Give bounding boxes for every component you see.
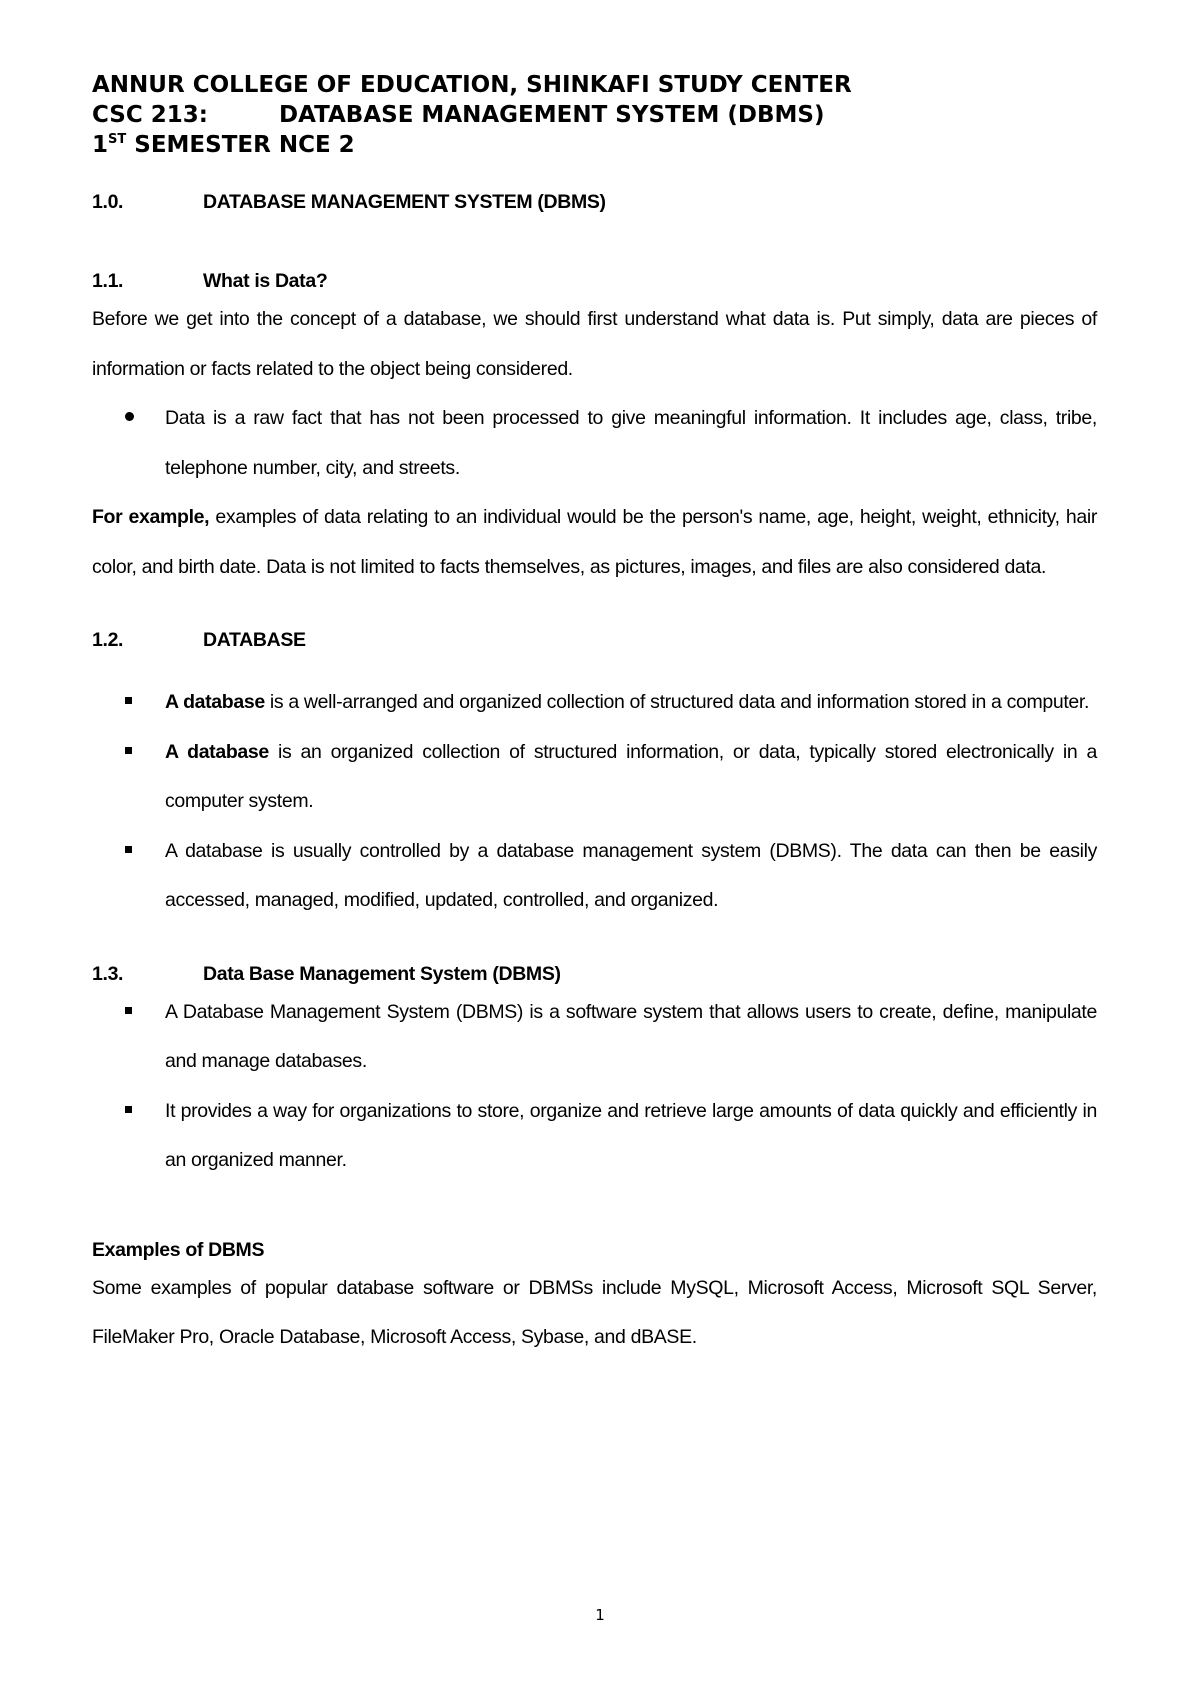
- list-item-text: Data is a raw fact that has not been processed to give meaningful information. It includes age, class, tribe, telephone number, city, and streets.: [165, 407, 1097, 479]
- bullet-square-icon: [125, 728, 132, 778]
- page-number: 1: [595, 1606, 605, 1624]
- data-example-paragraph: [92, 493, 1097, 592]
- list-item: [92, 728, 1097, 827]
- list-item-text: is a well-arranged and organized collection of structured data and information stored in a computer.: [264, 691, 1090, 713]
- bullet-square-icon: [125, 827, 132, 877]
- list-item-text: A Database Management System (DBMS) is a software system that allows users to create, define, manipulate and manage databases.: [165, 1000, 1097, 1072]
- section-title: DATABASE MANAGEMENT SYSTEM (DBMS): [203, 191, 606, 213]
- list-item-lead: A database: [165, 740, 269, 763]
- semester-number: 1: [92, 132, 109, 158]
- semester-superscript: ST: [108, 132, 127, 147]
- list-item: [92, 988, 1097, 1087]
- list-item-text: A database is usually controlled by a database management system (DBMS). The data can then be easily accessed, managed, modified, updated, controlled, and organized.: [165, 839, 1097, 911]
- course-line: [92, 100, 1092, 130]
- document-body: [92, 188, 1097, 1363]
- section-number: 1.0.: [92, 191, 124, 213]
- section-title: Data Base Management System (DBMS): [203, 962, 561, 985]
- list-item-text: is an organized collection of structured information, or data, typically stored electronically in a computer system.: [165, 740, 1097, 812]
- list-item: [92, 394, 1097, 493]
- example-lead: For example,: [92, 506, 210, 528]
- example-text: examples of data relating to an individual would be the person's name, age, height, weight, ethnicity, hair color, and birth date. Data is not limited to facts themselves, as pictures, images, and files are also considered data.: [92, 506, 1097, 578]
- database-bullet-list: [92, 678, 1097, 926]
- course-code: CSC 213:: [92, 102, 208, 128]
- list-item-lead: A database: [165, 691, 265, 713]
- section-number: 1.1.: [92, 270, 124, 292]
- section-number: 1.3.: [92, 962, 124, 985]
- semester-line: [92, 130, 1092, 160]
- section-heading-1-3: [92, 960, 1097, 988]
- bullet-square-icon: [125, 988, 132, 1038]
- dbms-bullet-list: [92, 988, 1097, 1186]
- document-header: [92, 70, 1092, 160]
- examples-paragraph: Some examples of popular database software or DBMSs include MySQL, Microsoft Access, Microsoft SQL Server, FileMaker Pro, Oracle Database, Microsoft Access, Sybase, and dBASE.: [92, 1276, 1097, 1348]
- list-item: [92, 1087, 1097, 1186]
- semester-label: SEMESTER NCE 2: [126, 132, 355, 158]
- examples-heading: Examples of DBMS: [92, 1238, 265, 1261]
- list-item: [92, 827, 1097, 926]
- course-title: DATABASE MANAGEMENT SYSTEM (DBMS): [279, 102, 825, 128]
- section-title: DATABASE: [203, 629, 306, 651]
- data-intro-paragraph: Before we get into the concept of a database, we should first understand what data is. Put simply, data are pieces of information or facts related to the object being considered.: [92, 308, 1097, 380]
- data-bullet-list: [92, 394, 1097, 493]
- bullet-square-icon: [125, 1087, 132, 1137]
- bullet-disc-icon: [125, 394, 134, 444]
- section-number: 1.2.: [92, 629, 124, 651]
- section-title: What is Data?: [203, 270, 328, 292]
- section-heading-1-0: [92, 188, 1097, 216]
- list-item-text: It provides a way for organizations to store, organize and retrieve large amounts of data quickly and efficiently in an organized manner.: [165, 1099, 1097, 1171]
- bullet-square-icon: [125, 678, 132, 728]
- section-heading-1-2: [92, 626, 1097, 654]
- college-name: ANNUR COLLEGE OF EDUCATION, SHINKAFI STUDY CENTER: [92, 72, 852, 98]
- section-heading-1-1: [92, 267, 1097, 295]
- list-item: [92, 678, 1097, 728]
